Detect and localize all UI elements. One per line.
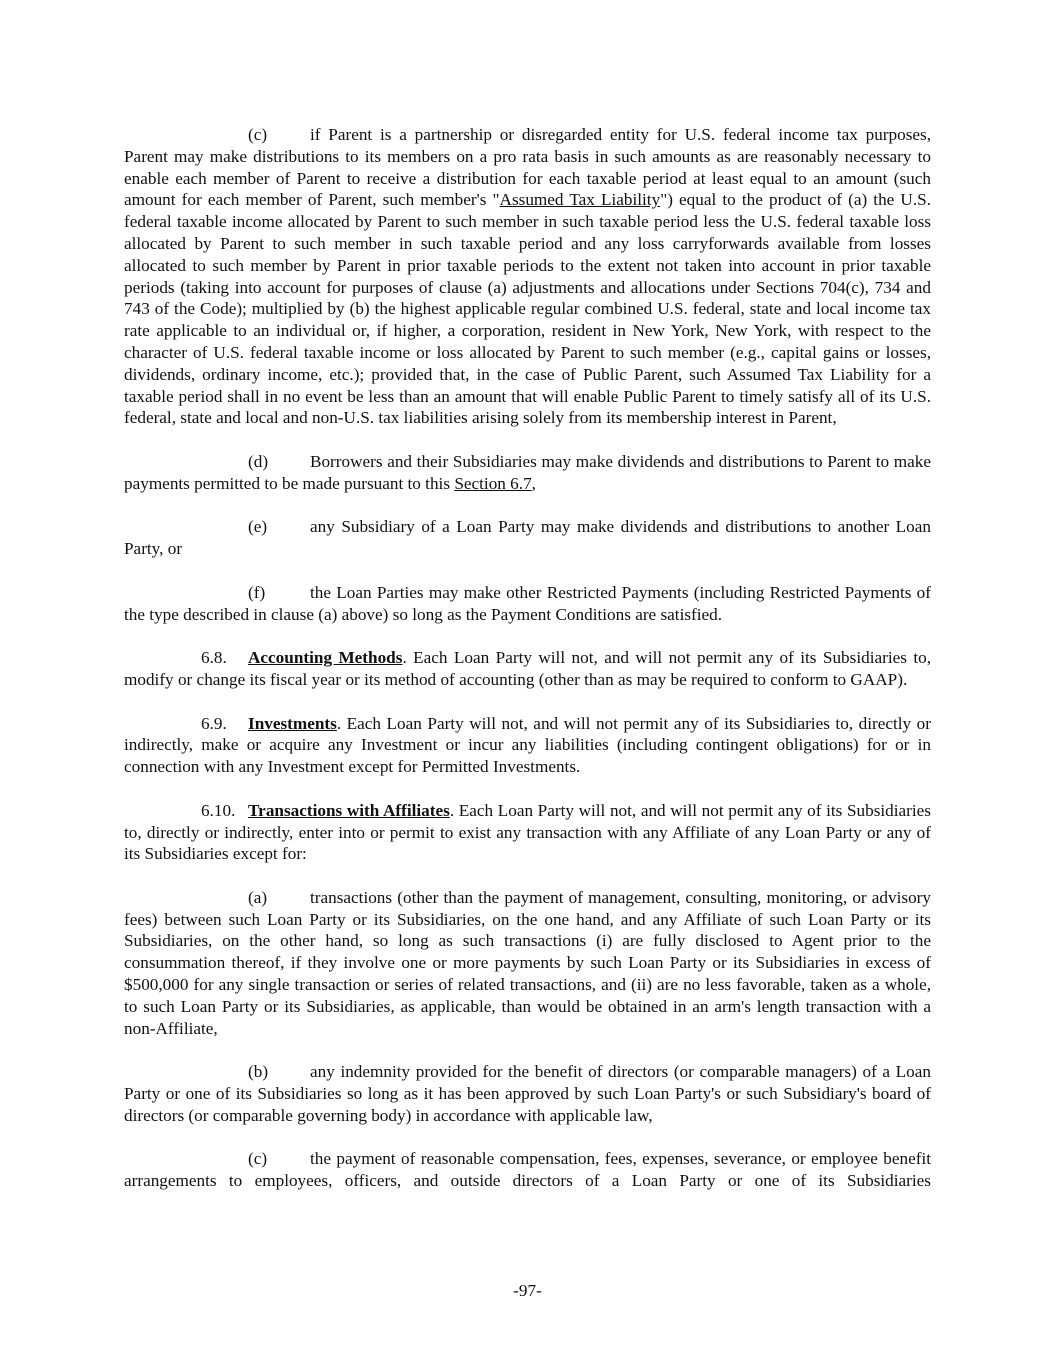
section-6-9-paragraph [124, 713, 931, 778]
sub-c-text: the payment of reasonable compensation, fees, expenses, severance, or employee benefit arrangements to employees, officers, and outside directors of a Loan Party or one of its Subsidiaries [124, 1149, 931, 1191]
clause-c-text-1: if Parent is a partnership or disregarded entity for U.S. federal income tax purposes, Parent may make distributions to its members on a pro rata basis in such amounts as are reasonably necessary to enable each member of Parent to receive a distribution for each taxable period at least equal to an amount (such amount for each member of Parent, such member's " [124, 125, 931, 210]
section-6-8-number: 6.8. [201, 648, 227, 668]
section-6-9-heading: Investments [248, 713, 337, 733]
section-6-7-reference: Section 6.7 [454, 473, 532, 493]
sub-a-text: transactions (other than the payment of management, consulting, monitoring, or advisory fees) between such Loan Party or its Subsidiaries, on the one hand, and any Affiliate of such Loan Party or its Subsidiaries, on the other hand, so long as such transactions (i) are fully disclosed to Agent prior to the consummation thereof, if they involve one or more payments by such Loan Party or its Subsidiaries in excess of $500,000 for any single transaction or series of related transactions, and (ii) are no less favorable, taken as a whole, to such Loan Party or its Subsidiaries, as applicable, than would be obtained in an arm's length transaction with a non-Affiliate, [124, 887, 931, 1038]
page-number: -97- [513, 1281, 542, 1300]
clause-d-text-2: , [531, 473, 536, 493]
clause-f-label: (f) [248, 582, 266, 602]
clause-e-paragraph [124, 516, 931, 560]
section-6-8-heading: Accounting Methods [248, 648, 403, 668]
document-page [124, 124, 931, 1214]
section-6-9-number: 6.9. [201, 713, 227, 733]
section-6-10-heading: Transactions with Affiliates [248, 800, 450, 820]
section-6-10-number: 6.10. [201, 800, 236, 820]
sub-b-paragraph [124, 1061, 931, 1126]
section-6-8-paragraph [124, 647, 931, 691]
clause-d-paragraph [124, 451, 931, 495]
clause-c-label: (c) [248, 125, 268, 144]
sub-a-label: (a) [248, 887, 268, 907]
sub-b-label: (b) [248, 1062, 269, 1082]
sub-b-text: any indemnity provided for the benefit of directors (or comparable managers) of a Loan Party or one of its Subsidiaries so long as it has been approved by such Loan Party's or such Subsidiary's board of directors (or comparable governing body) in accordance with applicable law, [124, 1062, 931, 1125]
assumed-tax-liability-term: Assumed Tax Liability [499, 190, 661, 210]
sub-c-label: (c) [248, 1149, 268, 1169]
section-6-10-paragraph [124, 800, 931, 865]
clause-c-text-2: ") equal to the product of (a) the U.S. federal taxable income allocated by Parent to such member in such taxable period less the U.S. federal taxable loss allocated by Parent to such member in such taxable period and any loss carryforwards available from losses allocated to such member by Parent in prior taxable periods to the extent not taken into account in prior taxable periods (taking into account for purposes of clause (a) adjustments and allocations under Sections 704(c), 734 and 743 of the Code); multiplied by (b) the highest applicable regular combined U.S. federal, state and local income tax rate applicable to an individual or, if higher, a corporation, resident in New York, New York, with respect to the character of U.S. federal taxable income or loss allocated by Parent to such member (e.g., capital gains or losses, dividends, ordinary income, etc.); provided that, in the case of Public Parent, such Assumed Tax Liability for a taxable period shall in no event be less than an amount that will enable Public Parent to timely satisfy all of its U.S. federal, state and local and non-U.S. tax liabilities arising solely from its membership interest in Parent, [124, 190, 931, 428]
section-6-8-text: . Each Loan Party will not, and will not permit any of its Subsidiaries to, modify or change its fiscal year or its method of accounting (other than as may be required to conform to GAAP). [124, 648, 931, 689]
clause-d-text-1: Borrowers and their Subsidiaries may make dividends and distributions to Parent to make payments permitted to be made pursuant to this [124, 451, 931, 493]
section-6-10-text: . Each Loan Party will not, and will not permit any of its Subsidiaries to, directly or indirectly, enter into or permit to exist any transaction with any Affiliate of any Loan Party or any of its Subsidiaries except for: [124, 800, 931, 864]
section-6-9-text: . Each Loan Party will not, and will not permit any of its Subsidiaries to, directly or indirectly, make or acquire any Investment or incur any liabilities (including contingent obligations) for or in connection with any Investment except for Permitted Investments. [124, 713, 931, 777]
sub-a-paragraph [124, 887, 931, 1040]
clause-d-label: (d) [248, 451, 269, 471]
clause-f-text: the Loan Parties may make other Restricted Payments (including Restricted Payments of the type described in clause (a) above) so long as the Payment Conditions are satisfied. [124, 582, 931, 624]
clause-e-text: any Subsidiary of a Loan Party may make dividends and distributions to another Loan Party, or [124, 517, 931, 559]
clause-e-label: (e) [248, 517, 268, 537]
sub-c-paragraph [124, 1148, 931, 1192]
clause-c-paragraph [124, 124, 931, 429]
clause-f-paragraph [124, 582, 931, 626]
